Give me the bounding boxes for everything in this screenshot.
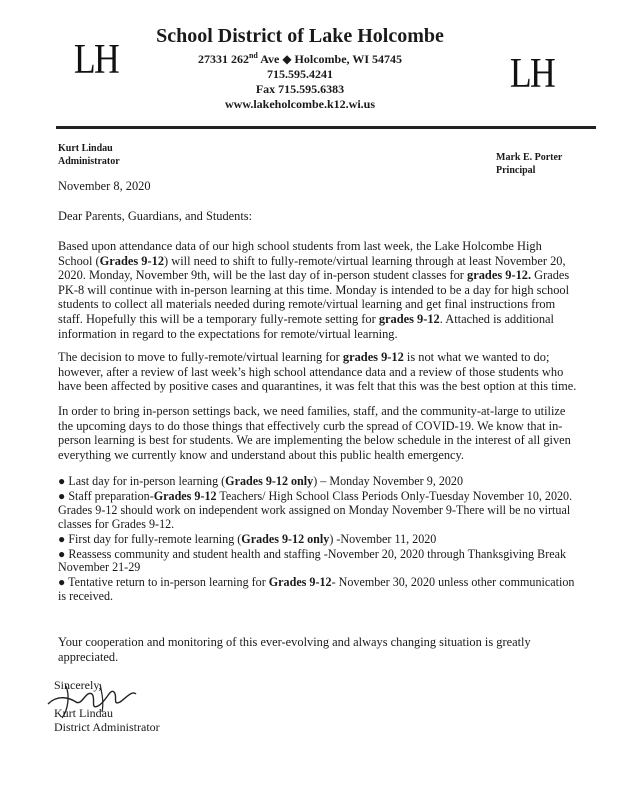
bullet-icon: ●: [58, 474, 66, 488]
paragraph-1: Based upon attendance data of our high school students from last week, the Lake Holcombe High School (Grades 9-12) will need to shift to fully-remote/virtual learning through at least November 20, 2020. Monday, November 9th, will be the last day of in-person student classes for grades 9-12. Grades PK-8 will continue with in-person learning at this time. Monday is intended to be a day for high school students to collect all materials needed during remote/virtual learning and get final instructions from staff. Hopefully this will be a temporary fully-remote setting for grades 9-12. Attached is additional information in regard to the expectations for remote/virtual learning.: [58, 239, 570, 341]
bullet-icon: ●: [58, 546, 66, 561]
district-website: www.lakeholcombe.k12.wi.us: [224, 97, 376, 111]
district-address: [150, 48, 450, 67]
district-name: School District of Lake Holcombe: [156, 25, 444, 47]
letterhead: [150, 24, 450, 112]
bullet-icon: ●: [58, 488, 66, 503]
salutation: Dear Parents, Guardians, and Students:: [58, 209, 253, 223]
list-item: ● First day for fully-remote learning (Grades 9-12 only) -November 11, 2020: [58, 531, 437, 546]
administrator-title: Administrator: [58, 156, 120, 167]
paragraph-3: In order to bring in-person settings back, we need families, staff, and the community-at-large to utilize the upcoming days to do those things that effectively curb the spread of COVID-19. We know that in-person learning is best for students. We are implementing the below schedule in the interest of all given everything we currently know and understand about this public health emergency.: [58, 404, 571, 462]
administrator-name: Kurt Lindau: [58, 143, 113, 154]
bullet-icon: ●: [58, 575, 66, 590]
bullet-icon: ●: [58, 531, 66, 546]
principal-title: Principal: [496, 165, 536, 176]
list-item: ● Last day for in-person learning (Grades 9-12 only) – Monday November 9, 2020: [58, 474, 464, 488]
signer-name: Kurt Lindau: [54, 706, 113, 720]
list-item: ● Tentative return to in-person learning for Grades 9-12- November 30, 2020 unless other communication is received.: [58, 575, 575, 604]
street-ordinal: nd: [248, 51, 258, 60]
street-rest: Ave ◆ Holcombe, WI 54745: [257, 52, 403, 66]
street-number: 27331 262: [197, 52, 249, 66]
paragraph-2: The decision to move to fully-remote/virtual learning for grades 9-12 is not what we wanted to do; however, after a review of last week’s high school attendance data and a review of those students who have been affected by positive cases and quarantines, it was felt that this was the best option at this time.: [58, 350, 577, 394]
letter-date: November 8, 2020: [58, 179, 151, 193]
district-logo-left: LH: [73, 37, 119, 83]
principal-name: Mark E. Porter: [496, 152, 563, 163]
signer-title: District Administrator: [54, 720, 160, 734]
administrator-block: [58, 142, 120, 168]
sign-off-closing: Sincerely,: [54, 678, 102, 692]
letterhead-divider: [56, 126, 596, 129]
schedule-list: [58, 475, 578, 605]
closing-paragraph: Your cooperation and monitoring of this ever-evolving and always changing situation is greatly appreciated.: [58, 635, 531, 664]
principal-block: [496, 151, 562, 177]
district-logo-right: LH: [509, 51, 555, 97]
district-phone: 715.595.4241: [267, 67, 333, 81]
list-item: ● Reassess community and student health and staffing -November 20, 2020 through Thanksgiving Break November 21-29: [58, 546, 566, 575]
district-fax: Fax 715.595.6383: [255, 82, 345, 96]
list-item: ● Staff preparation-Grades 9-12 Teachers/ High School Class Periods Only-Tuesday November 10, 2020. Grades 9-12 should work on independent work assigned on Monday November 9-There will be no virtual classes for Grades 9-12.: [58, 488, 573, 531]
